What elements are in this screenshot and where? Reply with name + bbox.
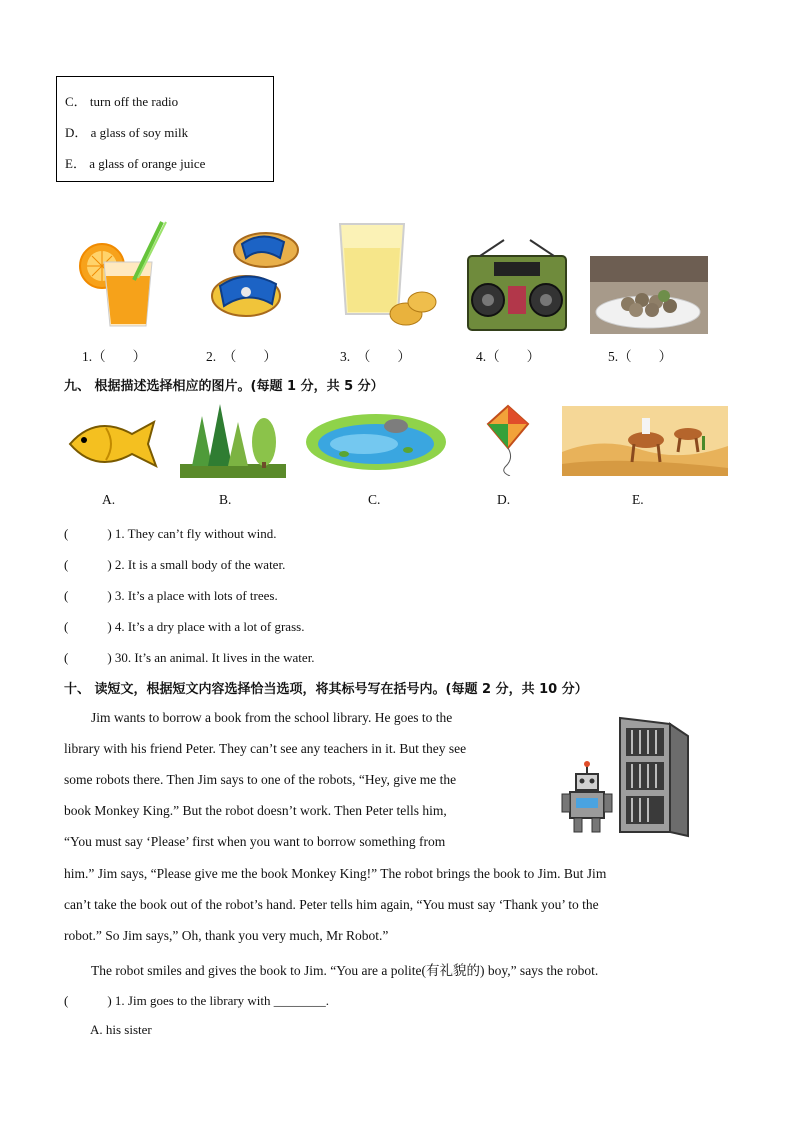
forest-picture xyxy=(180,402,286,478)
passage-line: some robots there. Then Jim says to one of the robots, “Hey, give me the xyxy=(64,772,457,787)
radio-picture xyxy=(464,238,570,332)
option-e: E． a glass of orange juice xyxy=(65,156,206,171)
orange-juice-picture xyxy=(74,218,170,334)
question-9-4: ( ) 4. It’s a dry place with a lot of grass. xyxy=(64,619,305,634)
passage-line: can’t take the book out of the robot’s hand. Peter tells him again, “You must say ‘Thank you’ to the xyxy=(64,897,599,912)
section-10-heading: 十、 读短文，根据短文内容选择恰当选项，将其标号写在括号内。(每题 2 分，共 10 分） xyxy=(64,682,588,697)
question-10-1: ( ) 1. Jim goes to the library with ________. xyxy=(64,993,330,1008)
option-a: A. his sister xyxy=(90,1022,152,1037)
pic-label-4: 4.（ ） xyxy=(476,349,541,364)
pic-label-d: D. xyxy=(497,492,511,507)
passage-line: The robot smiles and gives the book to Jim. “You are a polite(有礼貌的) boy,” says the robot. xyxy=(91,963,599,978)
question-9-2: ( ) 2. It is a small body of the water. xyxy=(64,557,286,572)
passage-line: robot.” So Jim says,” Oh, thank you very much, Mr Robot.” xyxy=(64,928,389,943)
passage-line: library with his friend Peter. They can’t see any teachers in it. But they see xyxy=(64,741,467,756)
pic-label-a: A. xyxy=(102,492,116,507)
fish-picture xyxy=(66,418,160,470)
pic-label-e: E. xyxy=(632,492,644,507)
pic-label-5: 5.（ ） xyxy=(608,349,673,364)
robot-bookshelf-picture xyxy=(558,714,694,838)
soy-milk-picture xyxy=(334,218,440,328)
kite-picture xyxy=(484,404,534,476)
pond-picture xyxy=(304,404,448,474)
question-9-3: ( ) 3. It’s a place with lots of trees. xyxy=(64,588,278,603)
pic-label-3: 3. （ ） xyxy=(340,349,411,364)
option-d: D． a glass of soy milk xyxy=(65,125,189,140)
pic-label-c: C. xyxy=(368,492,381,507)
option-c: C． turn off the radio xyxy=(65,94,179,109)
pic-label-2: 2. （ ） xyxy=(206,349,277,364)
desert-picture xyxy=(562,406,728,476)
food-bowl-picture xyxy=(590,256,708,334)
question-9-1: ( ) 1. They can’t fly without wind. xyxy=(64,526,277,541)
options-box xyxy=(56,76,274,182)
passage-line: book Monkey King.” But the robot doesn’t work. Then Peter tells him, xyxy=(64,803,447,818)
sandals-picture xyxy=(206,224,302,324)
passage-line: “You must say ‘Please’ first when you want to borrow something from xyxy=(64,834,446,849)
pic-label-b: B. xyxy=(219,492,232,507)
section-9-heading: 九、 根据描述选择相应的图片。(每题 1 分，共 5 分） xyxy=(64,379,384,394)
passage-line: Jim wants to borrow a book from the school library. He goes to the xyxy=(91,710,453,725)
passage-line: him.” Jim says, “Please give me the book Monkey King!” The robot brings the book to Jim. But Jim xyxy=(64,866,607,881)
pic-label-1: 1.（ ） xyxy=(82,349,147,364)
question-9-5: ( ) 30. It’s an animal. It lives in the water. xyxy=(64,650,315,665)
